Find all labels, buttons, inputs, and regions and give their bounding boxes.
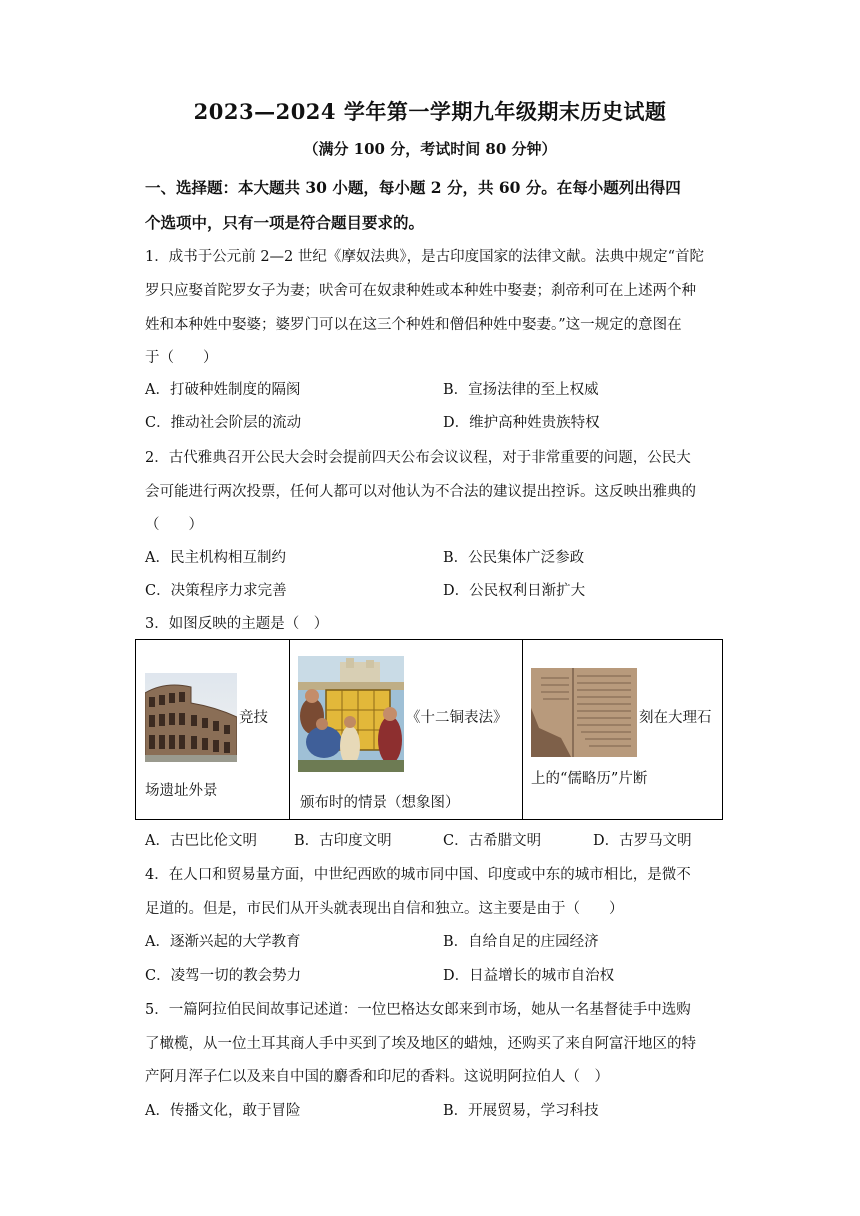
q2-stem-line3: （ ） — [145, 517, 203, 533]
q1-stem-line3: 姓和本种姓中娶婆；婆罗门可以在这三个种姓和僧侣种姓中娶妻。”这一规定的意图在 — [145, 317, 682, 333]
q5-stem-line1: 5．一篇阿拉伯民间故事记述道：一位巴格达女郎来到市场，她从一名基督徒手中选购 — [145, 1002, 691, 1018]
q3-cell-twelve-tables — [290, 640, 523, 819]
q4-option-d: D．日益增长的城市自治权 — [443, 968, 615, 984]
q2-option-a: A．民主机构相互制约 — [145, 550, 286, 566]
q3-cell-julian-calendar — [523, 640, 723, 819]
section-heading-line1: 一、选择题：本大题共 30 小题，每小题 2 分，共 60 分。在每小题列出得四 — [145, 178, 681, 197]
q5-stem-line2: 了橄榄，从一位土耳其商人手中买到了埃及地区的蜡烛，还购买了来自阿富汗地区的特 — [145, 1036, 696, 1052]
q1-stem-line4: 于（ ） — [145, 350, 218, 366]
q3-cell1-caption-a: 竞技 — [239, 710, 268, 726]
q3-stem: 3．如图反映的主题是（ ） — [145, 616, 329, 632]
q1-option-c: C．推动社会阶层的流动 — [145, 415, 302, 431]
q1-option-d: D．维护高种姓贵族特权 — [443, 415, 600, 431]
q2-stem-line2: 会可能进行两次投票，任何人都可以对他认为不合法的建议提出控诉。这反映出雅典的 — [145, 484, 696, 500]
q3-cell3-caption-b: 上的“儒略历”片断 — [531, 771, 648, 787]
q4-stem-line2: 足道的。但是，市民们从开头就表现出自信和独立。这主要是由于（ ） — [145, 901, 624, 917]
q2-option-b: B．公民集体广泛参政 — [443, 550, 585, 566]
exam-title: 2023—2024 学年第一学期九年级期末历史试题 — [193, 99, 667, 124]
q4-option-b: B．自给自足的庄园经济 — [443, 934, 599, 950]
q3-option-b: B．古印度文明 — [294, 833, 392, 849]
q5-option-a: A．传播文化，敢于冒险 — [145, 1103, 301, 1119]
q3-cell3-caption-a: 刻在大理石 — [639, 710, 712, 726]
q3-cell2-caption-a: 《十二铜表法》 — [406, 710, 508, 726]
q4-option-c: C．凌驾一切的教会势力 — [145, 968, 302, 984]
q3-option-a: A．古巴比伦文明 — [145, 833, 257, 849]
q3-cell1-caption-b: 场遗址外景 — [145, 783, 218, 799]
q5-stem-line3: 产阿月浑子仁以及来自中国的麝香和印尼的香料。这说明阿拉伯人（ ） — [145, 1069, 609, 1085]
q5-option-b: B．开展贸易，学习科技 — [443, 1103, 599, 1119]
q1-stem-line2: 罗只应娶首陀罗女子为妻；吠舍可在奴隶种姓或本种姓中娶妻；刹帝利可在上述两个种 — [145, 283, 696, 299]
q3-image-table — [135, 639, 723, 820]
q3-option-d: D．古罗马文明 — [593, 833, 692, 849]
q3-cell2-caption-b: 颁布时的情景（想象图） — [300, 795, 460, 811]
q1-option-a: A．打破种姓制度的隔阂 — [145, 382, 301, 398]
q1-option-b: B．宣扬法律的至上权威 — [443, 382, 599, 398]
section-heading-line2: 个选项中，只有一项是符合题目要求的。 — [145, 213, 425, 232]
q2-option-d: D．公民权利日渐扩大 — [443, 583, 586, 599]
q2-option-c: C．决策程序力求完善 — [145, 583, 287, 599]
q1-stem-line1: 1．成书于公元前 2—2 世纪《摩奴法典》，是古印度国家的法律文献。法典中规定“首陀 — [145, 249, 705, 265]
q3-option-c: C．古希腊文明 — [443, 833, 542, 849]
q4-option-a: A．逐渐兴起的大学教育 — [145, 934, 301, 950]
twelve-tables-painting — [298, 656, 404, 772]
q3-cell-colosseum — [136, 640, 290, 819]
q4-stem-line1: 4．在人口和贸易量方面，中世纪西欧的城市同中国、印度或中东的城市相比，是微不 — [145, 867, 691, 883]
exam-subtitle: （满分 100 分，考试时间 80 分钟） — [303, 140, 557, 158]
julian-calendar-photo — [531, 668, 637, 757]
colosseum-photo — [145, 673, 237, 762]
q2-stem-line1: 2．古代雅典召开公民大会时会提前四天公布会议议程，对于非常重要的问题，公民大 — [145, 450, 691, 466]
